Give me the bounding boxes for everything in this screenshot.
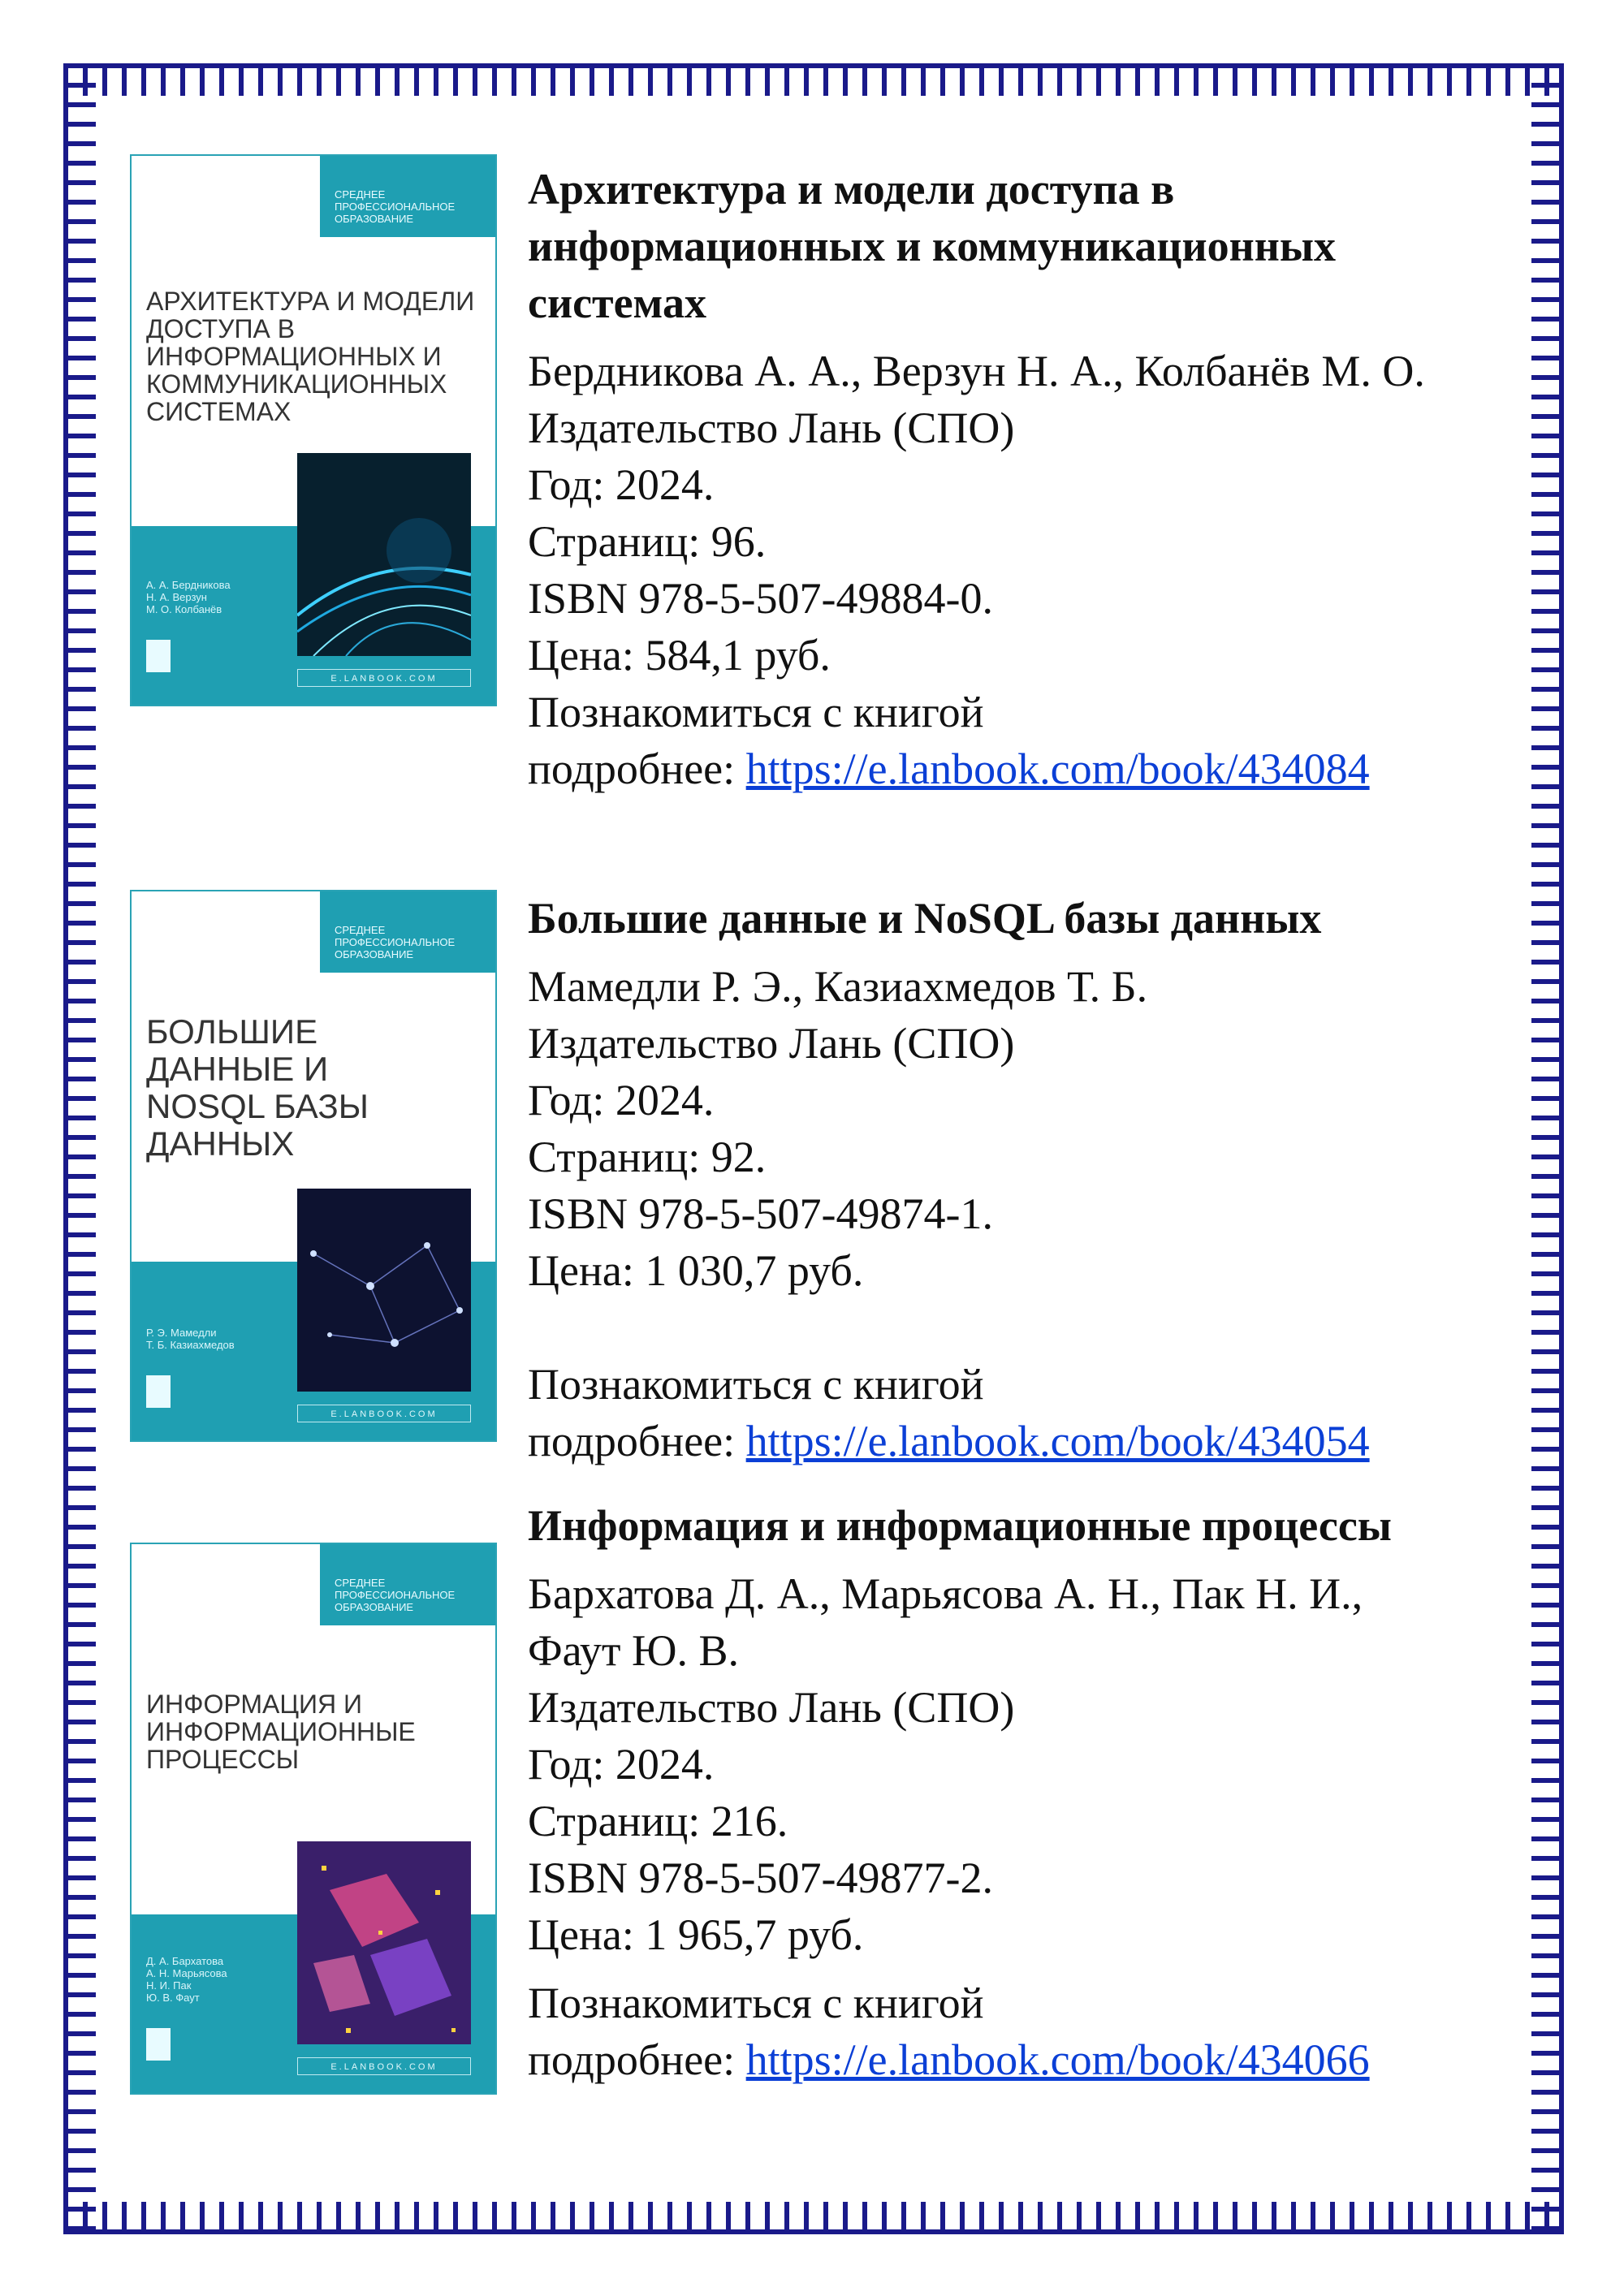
more-prefix: Познакомиться с книгой: [528, 688, 984, 736]
cover-title: АРХИТЕКТУРА И МОДЕЛИ ДОСТУПА В ИНФОРМАЦИОННЫХ И КОММУНИКАЦИОННЫХ СИСТЕМАХ: [146, 287, 475, 426]
cover-authors: Р. Э. Мамедли Т. Б. Казиахмедов: [146, 1327, 235, 1351]
book-info: [528, 1497, 1518, 2088]
book-title: Архитектура и модели доступа в информационных и коммуникационных системах: [528, 165, 1337, 327]
book-cover: [130, 1543, 497, 2095]
book-publisher: Издательство Лань (СПО): [528, 1019, 1015, 1068]
book-publisher: Издательство Лань (СПО): [528, 404, 1015, 452]
cover-authors: А. А. Бердникова Н. А. Верзун М. О. Колбанёв: [146, 579, 231, 615]
book-authors-continued: Фаут Ю. В.: [528, 1626, 740, 1675]
cover-art-image: [297, 453, 471, 656]
cover-title: БОЛЬШИЕ ДАННЫЕ И NOSQL БАЗЫ ДАННЫХ: [146, 1012, 369, 1163]
cover-title: ИНФОРМАЦИЯ И ИНФОРМАЦИОННЫЕ ПРОЦЕССЫ: [146, 1690, 416, 1774]
decorative-border-bottom: [63, 2202, 1564, 2234]
book-pages: Страниц: 216.: [528, 1797, 788, 1845]
book-year: Год: 2024.: [528, 1740, 715, 1789]
more-prefix: Познакомиться с книгой: [528, 1360, 984, 1409]
book-price: Цена: 1 030,7 руб.: [528, 1246, 864, 1295]
book-year: Год: 2024.: [528, 1076, 715, 1124]
book-info: [528, 161, 1518, 797]
book-authors: Мамедли Р. Э., Казиахмедов Т. Б.: [528, 962, 1148, 1011]
book-title: Информация и информационные процессы: [528, 1501, 1392, 1550]
book-isbn: ISBN 978-5-507-49874-1.: [528, 1189, 993, 1238]
book-authors: Бердникова А. А., Верзун Н. А., Колбанёв М. О.: [528, 347, 1425, 395]
more-prefix: Познакомиться с книгой: [528, 1979, 984, 2027]
book-link[interactable]: https://e.lanbook.com/book/434066: [745, 2035, 1370, 2084]
book-price: Цена: 1 965,7 руб.: [528, 1910, 864, 1959]
cover-url: E.LANBOOK.COM: [297, 1405, 471, 1422]
book-info: [528, 890, 1518, 1470]
book-pages: Страниц: 96.: [528, 517, 767, 566]
book-authors: Бархатова Д. А., Марьясова А. Н., Пак Н. И.,: [528, 1569, 1363, 1618]
book-isbn: ISBN 978-5-507-49884-0.: [528, 574, 993, 623]
publisher-logo-icon: [146, 2028, 171, 2061]
more-line: подробнее: https://e.lanbook.com/book/434054: [528, 1417, 1370, 1465]
decorative-border-right: [1531, 63, 1564, 2234]
book-year: Год: 2024.: [528, 460, 715, 509]
decorative-border-top: [63, 63, 1564, 96]
decorative-border-left: [63, 63, 96, 2234]
cover-art-image: [297, 1189, 471, 1392]
cover-art-image: [297, 1841, 471, 2044]
book-isbn: ISBN 978-5-507-49877-2.: [528, 1854, 993, 1902]
book-link[interactable]: https://e.lanbook.com/book/434084: [745, 744, 1370, 793]
more-line: подробнее: https://e.lanbook.com/book/434066: [528, 2035, 1370, 2084]
book-link[interactable]: https://e.lanbook.com/book/434054: [745, 1417, 1370, 1465]
more-line: подробнее: https://e.lanbook.com/book/434084: [528, 744, 1370, 793]
publisher-logo-icon: [146, 640, 171, 672]
cover-url: E.LANBOOK.COM: [297, 669, 471, 687]
cover-authors: Д. А. Бархатова А. Н. Марьясова Н. И. Пак Ю. В. Фаут: [146, 1955, 227, 2004]
cover-series-band: СРЕДНЕЕ ПРОФЕССИОНАЛЬНОЕ ОБРАЗОВАНИЕ: [320, 156, 495, 237]
cover-series-band: СРЕДНЕЕ ПРОФЕССИОНАЛЬНОЕ ОБРАЗОВАНИЕ: [320, 891, 495, 973]
cover-url: E.LANBOOK.COM: [297, 2057, 471, 2075]
cover-series-band: СРЕДНЕЕ ПРОФЕССИОНАЛЬНОЕ ОБРАЗОВАНИЕ: [320, 1544, 495, 1625]
book-title: Большие данные и NoSQL базы данных: [528, 894, 1322, 943]
book-cover: [130, 890, 497, 1442]
book-cover: [130, 154, 497, 706]
book-publisher: Издательство Лань (СПО): [528, 1683, 1015, 1732]
publisher-logo-icon: [146, 1375, 171, 1408]
book-price: Цена: 584,1 руб.: [528, 631, 831, 680]
book-pages: Страниц: 92.: [528, 1133, 767, 1181]
